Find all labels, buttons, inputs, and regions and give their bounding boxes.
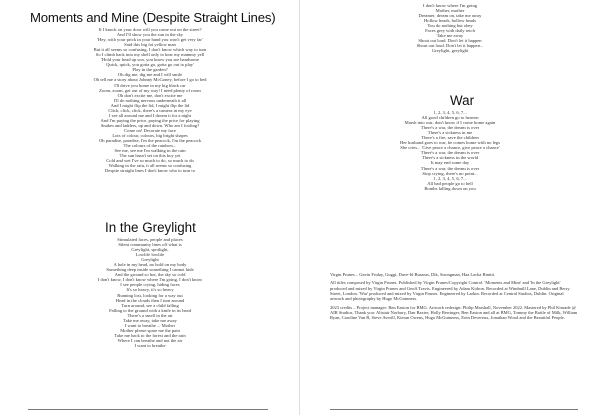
lyric-line: There's a war, the dream is over [420,150,480,156]
lyric-line: I see people crying, hiding faces [120,282,180,288]
lyric-line: You do nothing but obey [427,23,473,29]
lyric-line: Snakes and ladders, up and down. Who am I fooling? [100,122,200,128]
lyric-line: I see all around me and I dream it for a night [108,112,192,118]
lyric-line: Her husband goes to war, he comes home with no legs [400,140,500,146]
credits-band: Virgin Prunes – Gavin Friday, Guggi, Dave-Id Busaras, Dik, Strongman, Haa Lacka Binttii. [330,272,496,277]
lyric-line: Take me back to the forest and the rain [114,332,186,338]
lyric-line: Something deep inside something I cannot hide [106,267,194,273]
lyric-line: Marsh into war, don't know if I come home again [404,120,496,126]
lyric-line: Hollow heads, hollow heads [423,18,477,24]
lyrics-war [300,110,600,191]
lyric-line: 1, 2, 3, 4, 5, 6, 7... [433,175,467,181]
lyric-line: I'll do nothing nervous underneath it all [113,97,187,103]
song-title-moments: Moments and Mine (Despite Straight Lines) [30,10,276,25]
lyric-line: There's a smell in the air [127,312,173,318]
lyric-line: Falling to the ground with a knife in its head [109,307,191,313]
lyric-line: And the ground so hot, the sky so cold [114,272,186,278]
lyric-line: Dreamer, dream on, take me away [418,13,482,19]
lyric-line: Come on! Decorate my face [124,127,176,133]
lyric-line: Bombs falling down on you [424,185,476,191]
lyric-line: Stimulated faces, people and places [117,237,183,242]
lyric-line: Running lost, looking for a way out [117,292,183,298]
credits-reissue: 2023 credits – Project manager: Ben Easton for BMG. Artwork redesign: Philip Marshall, November 2022. Mastered by Phil Kinrade @ AIR Studios. Thank you: Alistair Norbury, Dan Baxter, Holly Berringer, Ben Easton and all at BMG, Tommy the Bottle of Milk, William Ryan, Caroline Van B, Steve Averill, Kieran Owens, Hugo McGuinness, Eoin Devereux, Jonathan Wood and the Beautiful People. [330,304,578,321]
lyric-line: Despite straight lines I don't know who to turn to [104,168,195,174]
lyric-line: 'Hey, with your prick in your hand you won't get very far' [97,37,203,43]
lyric-line: Take me away [436,33,464,39]
song-title-greylight: In the Greylight [105,220,196,235]
lyric-line: But it all seems so confusing, I don't know which way to turn [93,47,207,53]
lyric-line: Greylight [141,257,159,263]
lyrics-greylight-continued [300,3,600,53]
lyric-line: All good children go to heaven [421,115,479,121]
lyric-line: Cold and wet I've so much to do, so much to do [106,158,194,164]
lyric-line: Silent community lines off what is [118,242,182,248]
right-page [300,0,600,415]
lyric-line: 'Hold your head up son, you know you are handsome [101,57,199,63]
lyric-line: I don't know where I'm going [422,3,478,8]
song-title-war: War [450,93,475,108]
lyric-line: She cries... 'Give peace a chance, give peace a chance' [400,145,500,151]
lyric-line: And I'll show you the sun in the sky [116,32,184,38]
lyric-line: Said this big fat yellow man [124,42,176,48]
lyric-line: There's a war, the dream is over [420,165,480,171]
lyric-line: Head in the clouds then I turn around [115,297,185,303]
lyric-line: Greylight, spotlight, [131,247,169,253]
lyric-line: Mother please spare me the pain [120,327,180,333]
lyric-line: Greylight, greylight [431,48,469,54]
lyric-line: Play in the garden? [132,67,168,73]
lyric-line: Lowlife lowlife [135,252,165,258]
lyric-line: There's a war, the dream is over [420,125,480,131]
lyric-line: And I might flip the lid, I might flip the lid [110,102,190,108]
lyric-line: The sun hasn't set on this boy yet [119,153,181,159]
lyric-line: Take me away, take me away [123,317,177,323]
credits-block [330,272,578,324]
lyric-line: Oh paradise, paradise, I'm the peacock, I'm the peacock [98,138,202,144]
lyric-line: Turn around, see a child falling [121,302,179,308]
bottom-rule-right [330,409,578,410]
lyric-line: Shout out loud. Don't let it happen [418,38,482,44]
lyric-line: So I climb back into my shell only to hear my mammy yell [95,52,205,58]
lyric-line: A hole in my head, no hold on my body [113,262,187,268]
credits-recording: All titles composed by Virgin Prunes. Published by Virgin Prunes/Copyright Control. 'Moments and Mine' and 'In the Greylight' produced and mixed by Virgin Prunes and Geoff Travis. Engineered by Adam Kidron. Recorded at Windmill Lane, Dublin and Berry Street, London. 'War' produced and mixed by Virgin Prunes. Engineered by Larkin. Recorded at Central Studios, Dublin. Original artwork and photography by Hugo McGuinness. [330,280,570,302]
lyric-line: Oh tell me a story about Johnny McGoney, before I go to bed [93,77,207,83]
lyric-line: Quick, quick, you gotta go, gotta go out to play' [106,62,194,68]
lyric-line: Click, click, click, there's a camera in my eye [108,107,192,113]
lyric-line: It may end some day [430,160,470,166]
lyric-line: Stop crying, there's no point... [422,170,478,176]
lyric-line: See me, see me I'm walking in the rain [114,148,186,154]
lyric-line: All bad people go to hell [427,180,473,186]
lyric-line: There's a sickness in the world [421,155,479,161]
lyric-line: There's a sickness in me [427,130,473,136]
lyric-line: Lots of colour, colours, big bright shapes [112,132,188,138]
lyric-line: Shout out loud. Don't let it happen... [416,43,484,49]
lyric-line: Where I can breathe and not the air [117,337,183,343]
lyric-line: I don't know, I don't know where I'm going, I don't know [97,277,203,283]
bottom-rule-left [28,409,268,410]
lyric-line: 1, 2, 3, 4, 5, 6, 7... [433,110,467,115]
lyric-line: Oh don't excite me, don't excite me [117,92,183,98]
lyric-line: If I knock on your door will you come out on the street? [98,27,202,32]
lyric-line: Oh dig me, dig me and I will smile [117,72,183,78]
lyric-line: The colours of the rainbow... [123,143,177,149]
lyric-line: I want to breathe ... Mother [124,322,176,328]
lyric-line: Faces grey with daily retch [425,28,475,34]
lyric-line: Walking in the rain, it all seems so confusing [108,163,192,169]
lyric-line: There's a fire, save the children [421,135,479,141]
lyrics-greylight [40,237,260,348]
lyric-line: And I'm paying the price, paying the price for playing [100,117,200,123]
lyric-line: It's so heavy, it's so heavy [126,287,174,293]
lyric-line: I'll drive you home in my big black car [114,82,186,88]
lyric-line: Mother, mother [435,8,465,14]
lyrics-moments [40,27,260,173]
lyric-line: Zoom, zoom, get out of my way! I need plenty of room [99,87,201,93]
lyric-line: I want to breathe [134,342,166,348]
